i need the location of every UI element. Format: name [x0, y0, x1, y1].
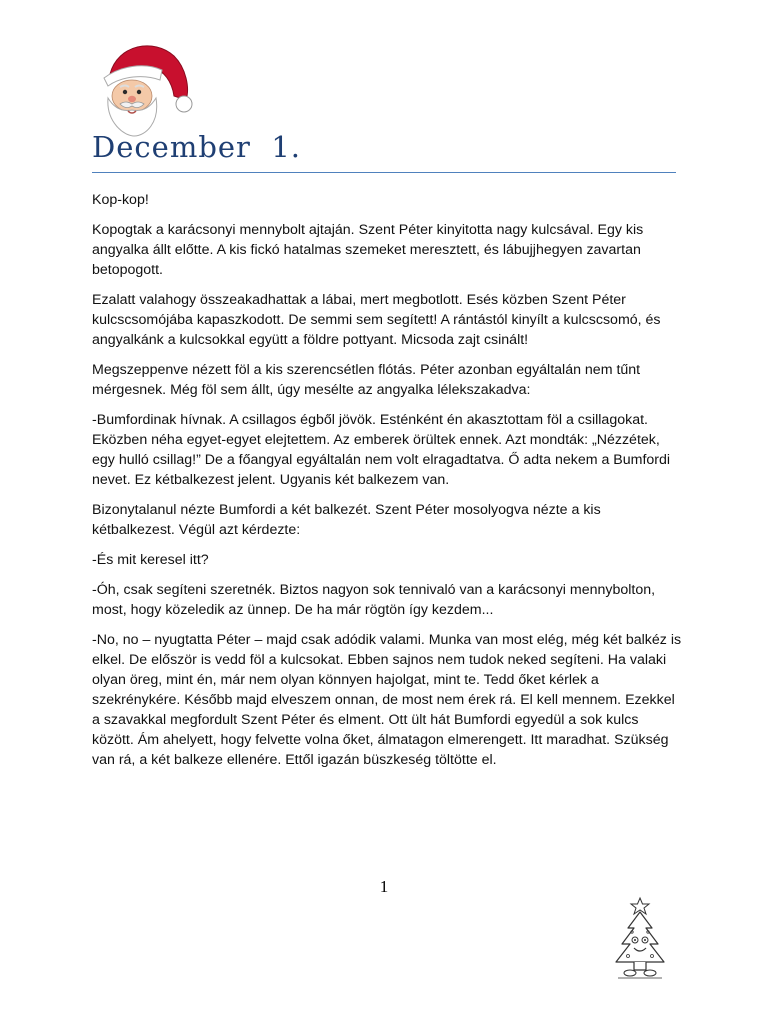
story-body	[92, 190, 682, 780]
christmas-tree-icon	[608, 896, 672, 984]
paragraph: -És mit keresel itt?	[92, 552, 209, 568]
paragraph: -Óh, csak segíteni szeretnék. Biztos nagyon sok tennivaló van a karácsonyi mennybolton, most, hogy közeledik az ünnep. De ha már rögtön így kezdem...	[92, 582, 656, 618]
paragraph: -Bumfordinak hívnak. A csillagos égből jövök. Esténként én akasztottam föl a csillagokat. Eközben néha egyet-egyet elejtettem. Az emberek örültek ennek. Azt mondták: „Nézzétek, egy hulló csillag!” De a főangyal egyáltalán nem volt elragadtatva. Ő adta nekem a Bumfordi nevet. Ez kétbalkezest jelent. Ugyanis két balkezem van.	[92, 412, 671, 488]
page-title: December 1.	[92, 130, 302, 164]
paragraph: Kopogtak a karácsonyi mennybolt ajtaján. Szent Péter kinyitotta nagy kulcsával. Egy kis angyalka állt előtte. A kis fickó hatalmas szemeket meresztett, és lábujjhegyen zavartan betopogott.	[92, 222, 644, 278]
title-underline	[92, 172, 676, 173]
santa-claus-icon	[90, 38, 196, 138]
paragraph: -No, no – nyugtatta Péter – majd csak adódik valami. Munka van most elég, még két balkéz is elkel. De először is vedd föl a kulcsokat. Ebben sajnos nem tudok neked segíteni. Ha valaki olyan öreg, mint én, már nem olyan könnyen hajolgat, mint te. Tedd őket kérlek a szekrénykére. Később majd elveszem onnan, de most nem érek rá. El kell mennem. Ezekkel a szavakkal megfordult Szent Péter és elment. Ott ült hát Bumfordi egyedül a sok kulcs között. Ám ahelyett, hogy felvette volna őket, álmatagon elmerengett. Itt maradhat. Szükség van rá, a két balkeze ellenére. Ettől igazán büszkeség töltötte el.	[92, 632, 682, 768]
paragraph: Bizonytalanul nézte Bumfordi a két balkezét. Szent Péter mosolyogva nézte a kis kétbalkezest. Végül azt kérdezte:	[92, 502, 601, 538]
paragraph: Kop-kop!	[92, 192, 149, 208]
paragraph: Megszeppenve nézett föl a kis szerencsétlen flótás. Péter azonban egyáltalán nem tűnt mérgesnek. Még föl sem állt, úgy mesélte az angyalka lélekszakadva:	[92, 362, 641, 398]
paragraph: Ezalatt valahogy összeakadhattak a lábai, mert megbotlott. Esés közben Szent Péter kulcscsomójába kapaszkodott. De semmi sem segített! A rántástól kinyílt a kulcscsomó, és angyalkánk a kulcsokkal együtt a földre pottyant. Micsoda zajt csinált!	[92, 292, 661, 348]
page-number: 1	[379, 877, 389, 896]
